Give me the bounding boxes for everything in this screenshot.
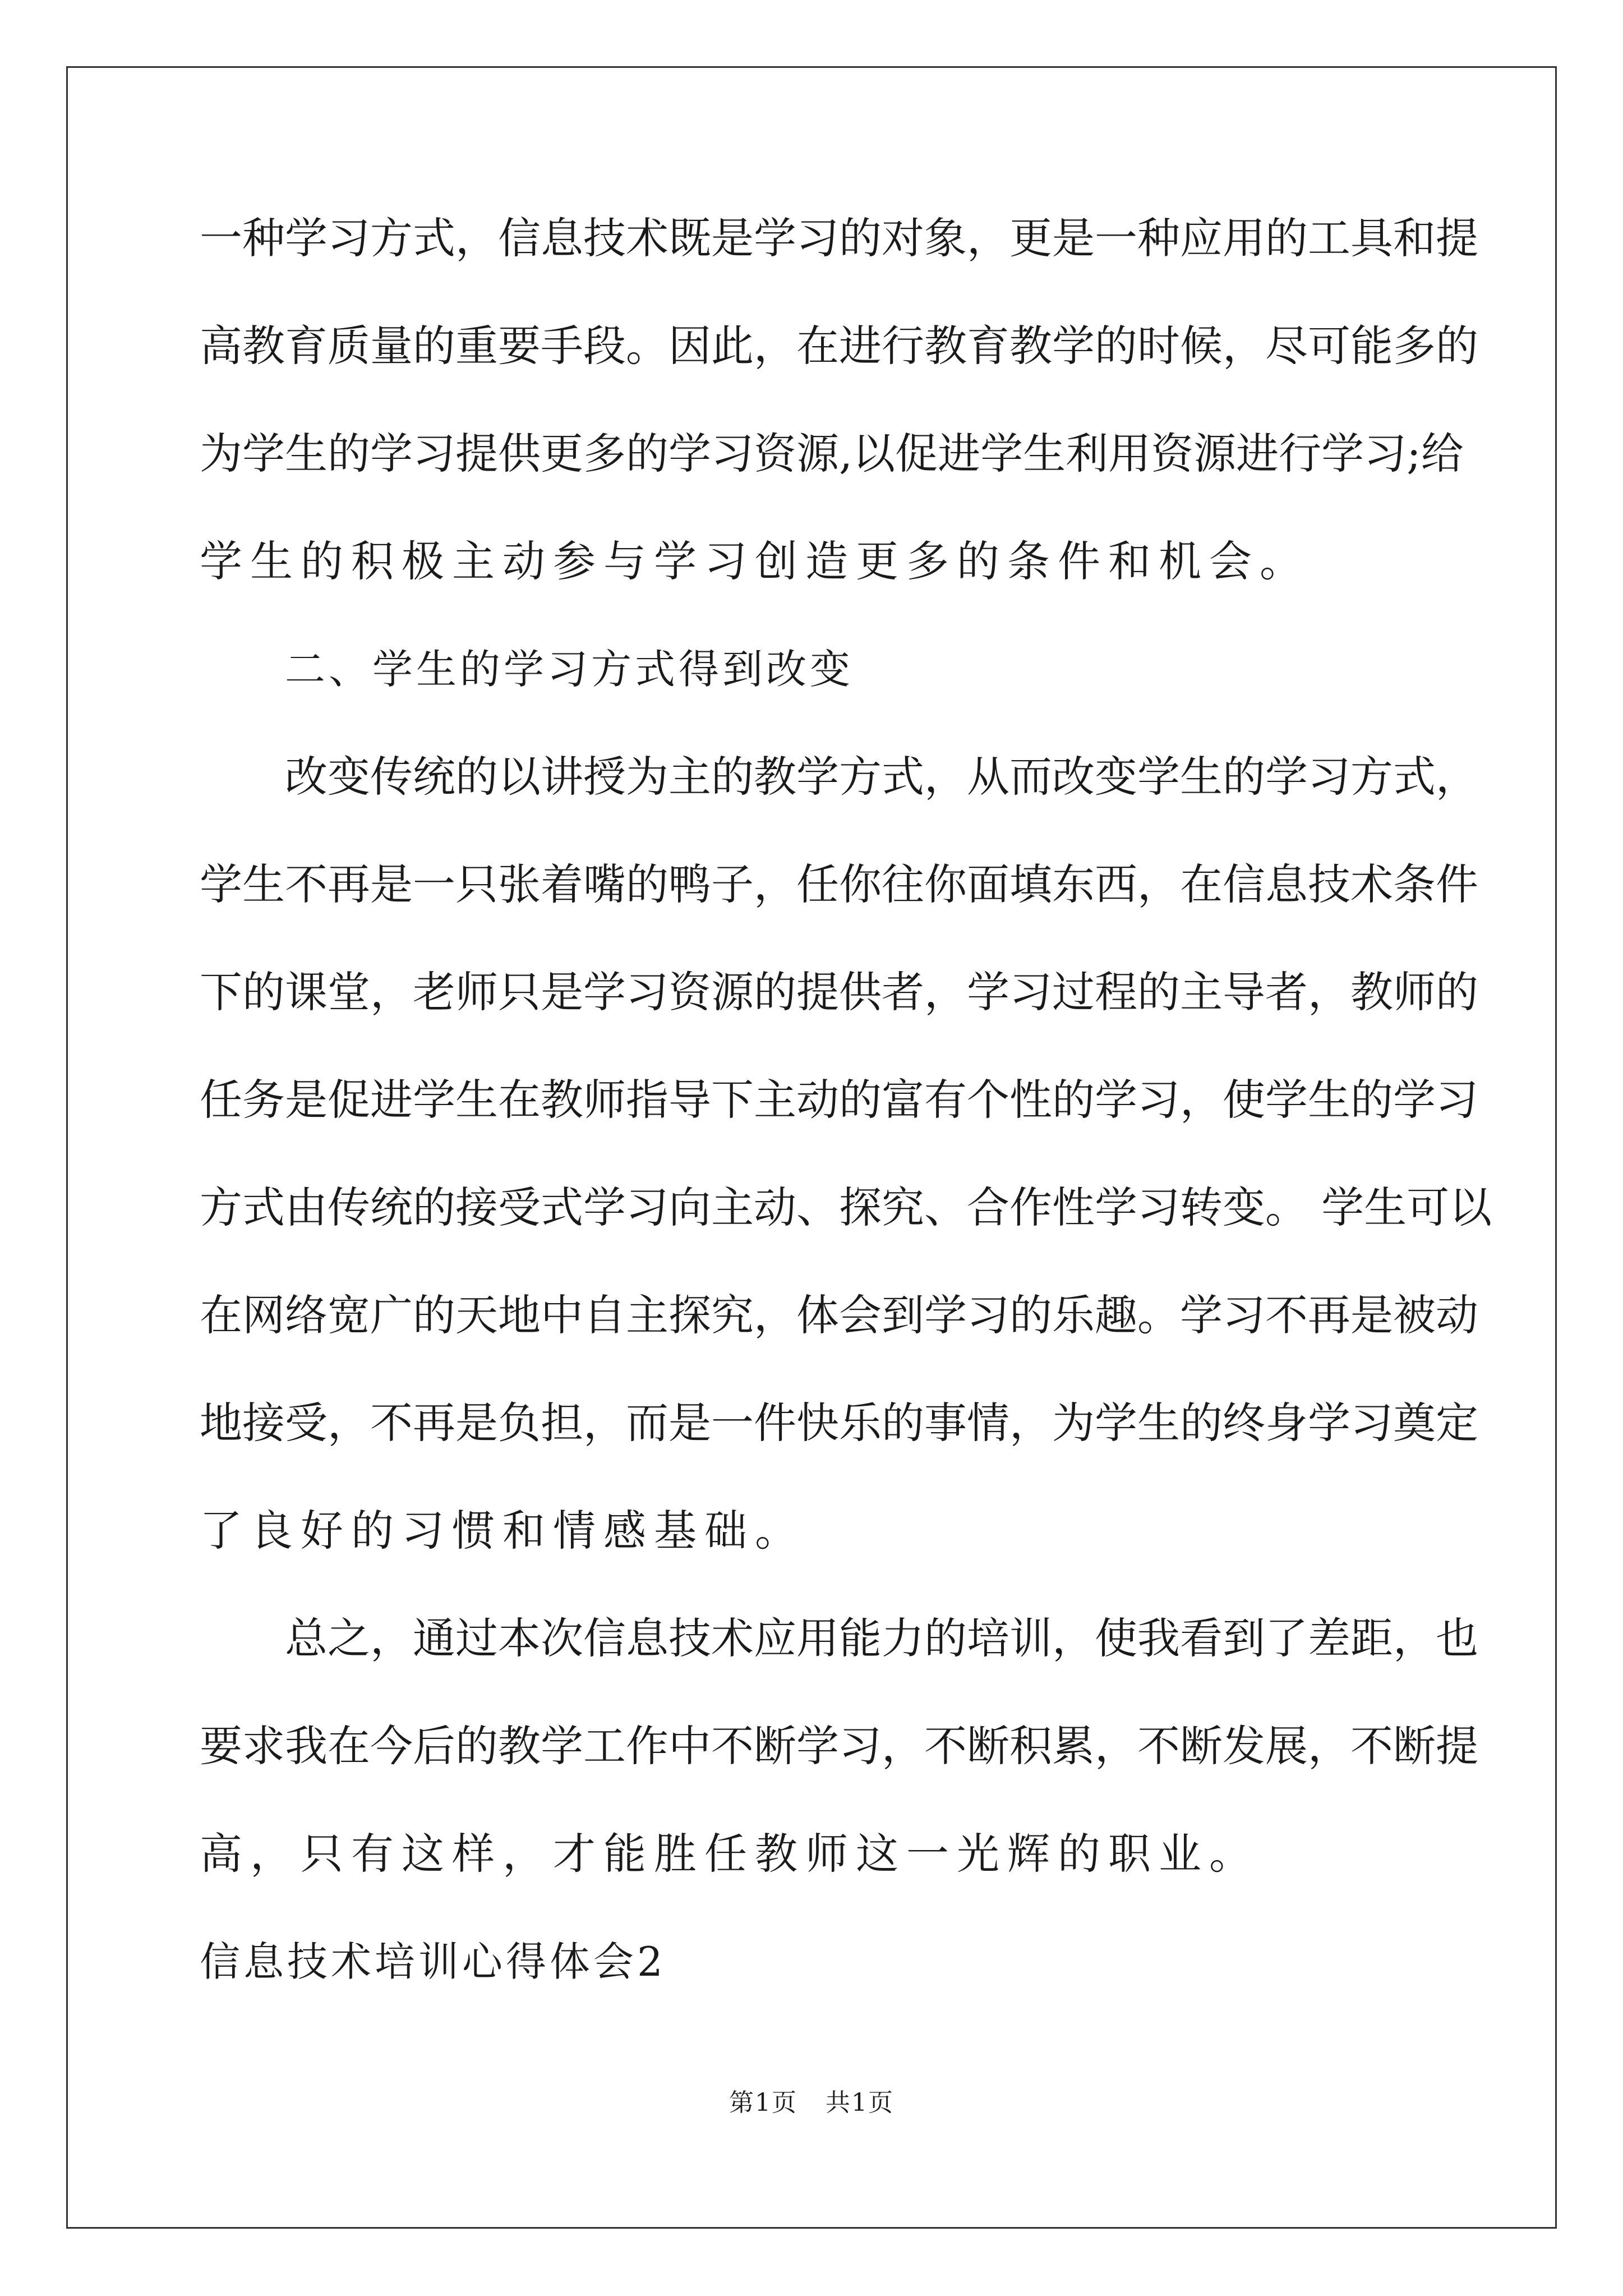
- text-line: 学生不再是一只张着嘴的鸭子，任你往你面填东西，在信息技术条件: [200, 859, 1478, 909]
- text-line: 总之，通过本次信息技术应用能力的培训，使我看到了差距，也: [285, 1613, 1478, 1663]
- paragraph-2: [200, 738, 1492, 1599]
- text-line: 方式由传统的接受式学习向主动、探究、合作性学习转变。 学生可以: [200, 1182, 1492, 1232]
- paragraph-3: [200, 1599, 1478, 1922]
- text-line: 要求我在今后的教学工作中不断学习，不断积累，不断发展，不断提: [200, 1721, 1478, 1771]
- text-line: 学生的积极主动参与学习创造更多的条件和机会。: [200, 536, 1310, 586]
- text-line: 地接受，不再是负担，而是一件快乐的事情，为学生的终身学习奠定: [200, 1398, 1478, 1448]
- paragraph-1: [200, 199, 1478, 630]
- text-line: 高教育质量的重要手段。因此，在进行教育教学的时候，尽可能多的: [200, 321, 1478, 371]
- text-line: 在网络宽广的天地中自主探究，体会到学习的乐趣。学习不再是被动: [200, 1290, 1478, 1340]
- text-line: 高，只有这样，才能胜任教师这一光辉的职业。: [200, 1829, 1260, 1879]
- text-line: 任务是促进学生在教师指导下主动的富有个性的学习，使学生的学习: [200, 1075, 1478, 1125]
- page-footer: [0, 2082, 1623, 2118]
- page-total: 共1页: [826, 2088, 894, 2117]
- text-line: 下的课堂，老师只是学习资源的提供者，学习过程的主导者，教师的: [200, 967, 1478, 1017]
- document-body: [200, 199, 1492, 2030]
- text-line: 了良好的习惯和情感基础。: [200, 1506, 805, 1556]
- text-line: 一种学习方式，信息技术既是学习的对象，更是一种应用的工具和提: [200, 213, 1478, 263]
- text-line: 为学生的学习提供更多的学习资源,以促进学生利用资源进行学习;给: [200, 429, 1464, 478]
- text-line: 改变传统的以讲授为主的教学方式，从而改变学生的学习方式，: [285, 752, 1478, 802]
- page-number: 第1页: [729, 2088, 797, 2117]
- section-heading: 二、学生的学习方式得到改变: [285, 646, 854, 693]
- next-article-title: 信息技术培训心得体会2: [200, 1938, 666, 1985]
